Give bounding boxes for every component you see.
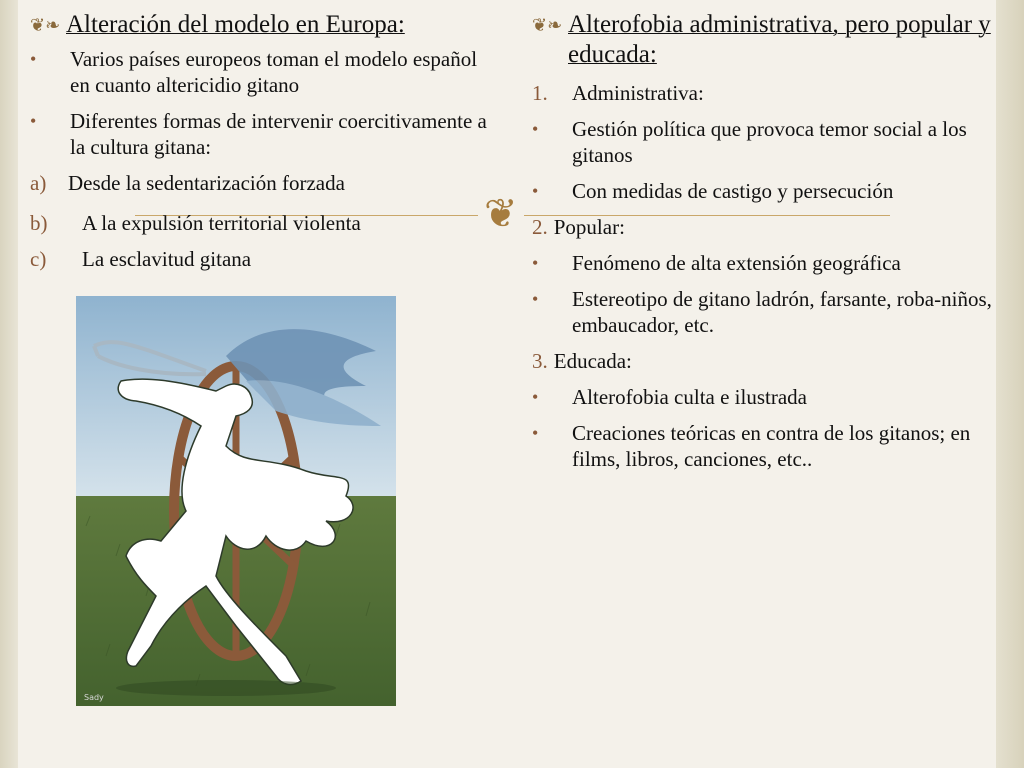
ornament-divider-icon: ❦ [478,192,524,236]
lettered-item-c [30,246,490,272]
right-column [532,10,1002,482]
left-heading-text: Alteración del modelo en Europa: [66,11,405,38]
section-2-bullet-2 [532,286,1002,338]
bullet-icon: • [30,111,37,131]
right-heading [532,10,1002,70]
section-2-title [532,214,1002,240]
lettered-marker-c: c) [30,247,47,271]
left-bullet-1 [30,46,490,98]
section-3-title [532,348,1002,374]
bullet-icon: • [532,289,539,309]
right-heading-text: Alterofobia administrativa, pero popular y educada: [568,11,991,68]
bullet-icon: • [532,181,539,201]
left-column [30,10,490,282]
lettered-item-a [30,170,490,196]
section-3-bullet-1 [532,384,1002,410]
section-3-title-text: Educada: [553,349,632,373]
illustration-svg [76,296,396,706]
left-bullet-1-text: Varios países europeos toman el modelo español en cuanto altericidio gitano [70,47,478,97]
gypsy-woman-illustration [76,296,396,706]
left-bullet-2-text: Diferentes formas de intervenir coercitivamente a la cultura gitana: [70,109,487,159]
bullet-icon: • [532,253,539,273]
section-1-title-text: Administrativa: [572,81,704,105]
section-3-bullet-2-text: Creaciones teóricas en contra de los gitanos; en films, libros, canciones, etc.. [572,421,971,471]
lettered-item-c-text: La esclavitud gitana [82,247,252,271]
left-decorative-band [0,0,18,768]
section-3-bullet-2 [532,420,1002,472]
bullet-icon: • [30,49,37,69]
heading-ornament-icon: ❦❧ [30,15,61,35]
section-2-bullet-2-text: Estereotipo de gitano ladrón, farsante, roba-niños, embaucador, etc. [572,287,992,337]
section-1-bullet-2-text: Con medidas de castigo y persecución [572,179,894,203]
section-3-bullet-1-text: Alterofobia culta e ilustrada [572,385,807,409]
section-1-title [532,80,1002,106]
bullet-icon: • [532,423,539,443]
section-2-title-text: Popular: [553,215,625,239]
lettered-marker-a: a) [30,171,47,195]
lettered-item-b-text: A la expulsión territorial violenta [82,211,361,235]
section-2-marker: 2. [532,215,548,239]
lettered-item-b [30,210,490,236]
left-heading [30,10,490,40]
section-1-bullet-1 [532,116,1002,168]
section-1-marker: 1. [532,81,548,105]
bullet-icon: • [532,119,539,139]
bullet-icon: • [532,387,539,407]
section-2-bullet-1-text: Fenómeno de alta extensión geográfica [572,251,901,275]
section-1-bullet-2 [532,178,1002,204]
section-1-bullet-1-text: Gestión política que provoca temor social a los gitanos [572,117,967,167]
lettered-item-a-text: Desde la sedentarización forzada [68,171,345,195]
lettered-marker-b: b) [30,211,48,235]
heading-ornament-icon: ❦❧ [532,15,563,35]
illustration-signature: Sady [84,693,104,702]
left-bullet-2 [30,108,490,160]
section-3-marker: 3. [532,349,548,373]
section-2-bullet-1 [532,250,1002,276]
